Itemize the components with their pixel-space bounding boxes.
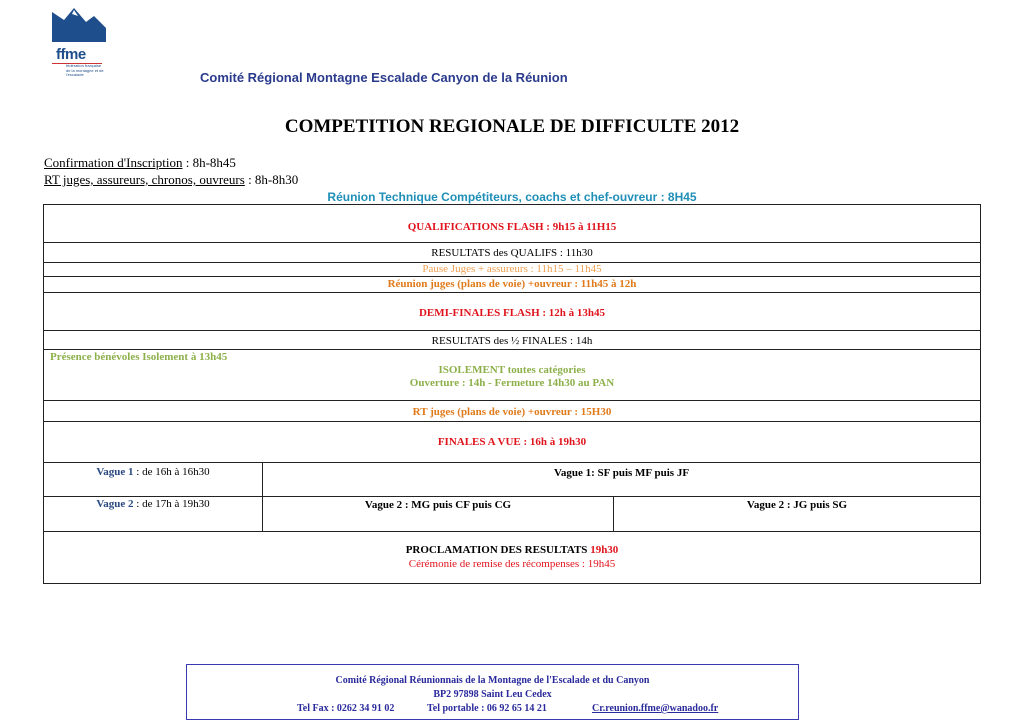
wave1-label: Vague 1 xyxy=(96,466,134,478)
row-divider xyxy=(44,242,980,243)
isolation-title: ISOLEMENT toutes catégories xyxy=(438,364,586,376)
registration-line xyxy=(44,155,236,171)
rt-briefing-label: RT juges, assureurs, chronos, ouvreurs xyxy=(44,172,245,187)
registration-label: Confirmation d'Inscription xyxy=(44,155,183,170)
proclamation-time: 19h30 xyxy=(590,544,619,556)
qualifications-row: QUALIFICATIONS FLASH : 9h15 à 11H15 xyxy=(407,221,617,233)
organization-name: Comité Régional Montagne Escalade Canyon de la Réunion xyxy=(200,70,568,85)
wave2-time-cell xyxy=(44,498,262,510)
footer-mobile: Tel portable : 06 92 65 14 21 xyxy=(427,703,547,714)
volunteers-note: Présence bénévoles Isolement à 13h45 xyxy=(50,351,228,363)
isolation-hours: Ouverture : 14h - Fermeture 14h30 au PAN xyxy=(409,377,615,389)
wave2-label: Vague 2 xyxy=(96,498,134,510)
technical-meeting: Réunion Technique Compétiteurs, coachs et chef-ouvreur : 8H45 xyxy=(327,190,697,204)
pause-row: Pause Juges + assureurs : 11h15 – 11h45 xyxy=(422,263,602,275)
footer-address: BP2 97898 Saint Leu Cedex xyxy=(433,689,552,700)
row-divider xyxy=(44,421,980,422)
row-divider xyxy=(44,462,980,463)
wave2-groups-b: Vague 2 : JG puis SG xyxy=(746,499,848,511)
row-divider xyxy=(44,292,980,293)
qualif-results-row: RESULTATS des QUALIFS : 11h30 xyxy=(431,247,593,259)
logo-subtitle: fédération française de la montagne et de l'escalade xyxy=(66,63,104,77)
logo-brand: ffme xyxy=(56,46,86,63)
rt-briefing-line xyxy=(44,172,298,188)
proclamation-row xyxy=(44,544,980,556)
schedule-table xyxy=(43,204,981,584)
wave1-time: : de 16h à 16h30 xyxy=(133,466,210,478)
mountain-logo-icon xyxy=(52,8,106,42)
semifinal-results-row: RESULTATS des ½ FINALES : 14h xyxy=(431,335,593,347)
footer-contact-box xyxy=(186,664,799,720)
wave2-groups-a: Vague 2 : MG puis CF puis CG xyxy=(364,499,512,511)
rt-judges-row: RT juges (plans de voie) +ouvreur : 15H30 xyxy=(412,406,612,418)
rt-briefing-time: : 8h-8h30 xyxy=(244,172,299,187)
judges-meeting-row: Réunion juges (plans de voie) +ouvreur : 11h45 à 12h xyxy=(387,278,637,290)
semifinals-row: DEMI-FINALES FLASH : 12h à 13h45 xyxy=(418,307,606,319)
row-divider xyxy=(44,496,980,497)
row-divider xyxy=(44,400,980,401)
proclamation-label: PROCLAMATION DES RESULTATS xyxy=(405,544,591,556)
row-divider xyxy=(44,330,980,331)
page-title: COMPETITION REGIONALE DE DIFFICULTE 2012 xyxy=(284,116,740,137)
wave2-time: : de 17h à 19h30 xyxy=(133,498,210,510)
wave1-time-cell xyxy=(44,466,262,478)
wave1-groups: Vague 1: SF puis MF puis JF xyxy=(553,467,690,479)
registration-time: : 8h-8h45 xyxy=(182,155,236,170)
footer-org-name: Comité Régional Réunionnais de la Montagne de l'Escalade et du Canyon xyxy=(335,675,650,686)
row-divider xyxy=(44,349,980,350)
finals-row: FINALES A VUE : 16h à 19h30 xyxy=(437,436,587,448)
row-divider xyxy=(44,276,980,277)
ffme-logo xyxy=(52,8,106,88)
row-divider xyxy=(44,531,980,532)
footer-phone-fax: Tel Fax : 0262 34 91 02 xyxy=(297,703,395,714)
footer-email-link[interactable]: Cr.reunion.ffme@wanadoo.fr xyxy=(592,703,719,714)
ceremony-row: Cérémonie de remise des récompenses : 19h45 xyxy=(408,558,616,570)
